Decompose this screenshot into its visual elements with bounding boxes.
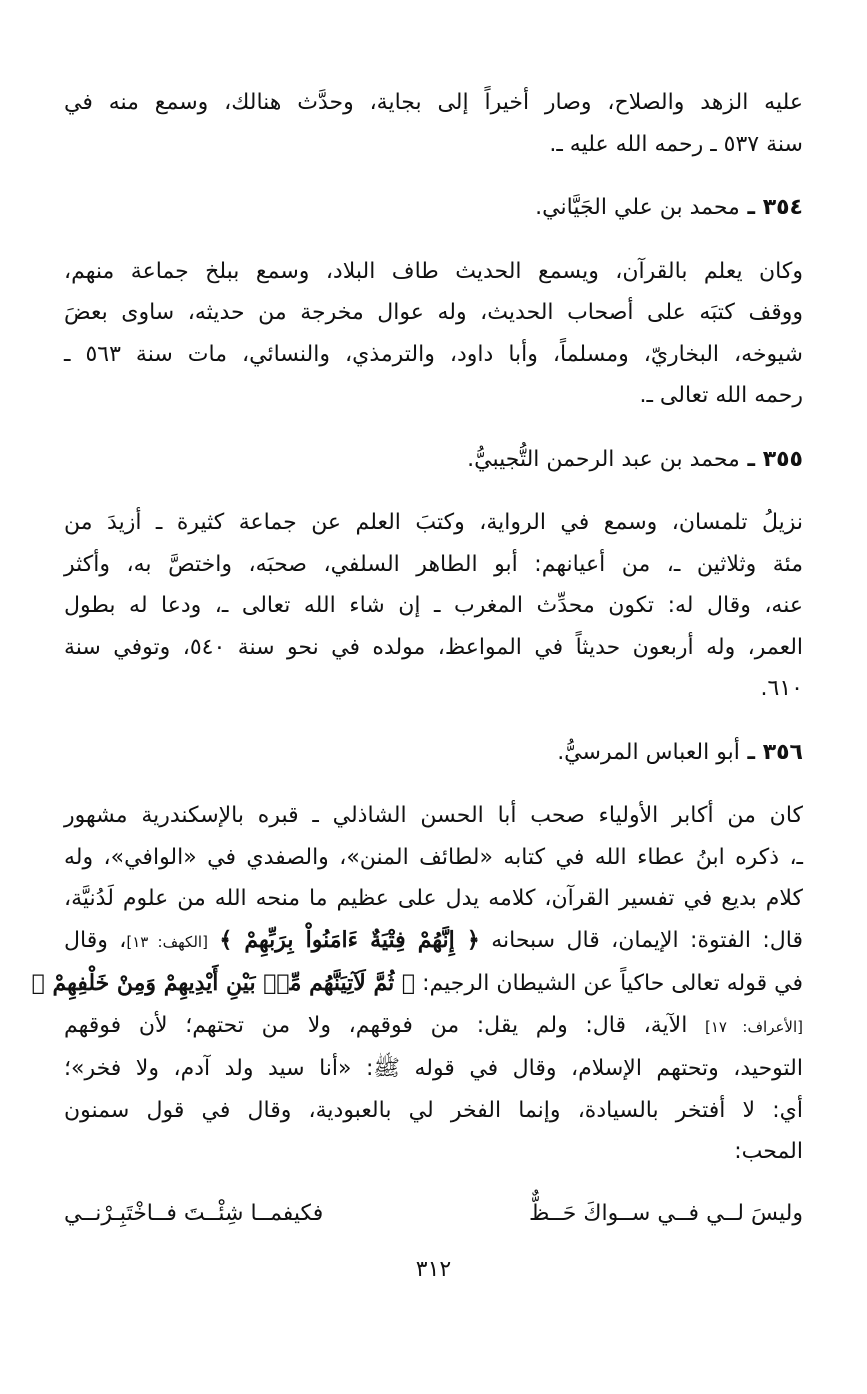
line-4-tail: ، وقال (64, 927, 127, 953)
entry-355-line-1: نزيلُ تلمسان، وسمع في الرواية، وكتبَ العلم عن جماعة كثيرة ـ أزيدَ من (64, 510, 803, 535)
verse-first-hemistich: وليسَ لــي فــي ســواكَ حَــظٌّ (529, 1200, 803, 1226)
entry-355-heading (64, 439, 803, 481)
entry-355-line-5: ٦١٠. (760, 676, 803, 701)
entry-355-number: ٣٥٥ ـ (747, 446, 803, 472)
entry-356-name: أبو العباس المرسيُّ. (557, 739, 740, 765)
intro-line-1: عليه الزهد والصلاح، وصار أخيراً إلى بجاية، وحدَّث هنالك، وسمع منه في (64, 90, 803, 115)
quran-ref-kahf: [الكهف: ١٣] (126, 932, 208, 951)
quran-quote-araf: ﴿ ثُمَّ لَآتِيَنَّهُم مِّنۢ بَيْنِ أَيْدِيهِمْ وَمِنْ خَلْفِهِمْ ﴾ (31, 970, 416, 996)
entry-356-line-4 (64, 920, 803, 964)
entry-354-line-4: رحمه الله تعالى ـ. (639, 383, 803, 408)
entry-354-line-1: وكان يعلم بالقرآن، ويسمع الحديث طاف البلاد، وسمع ببلخ جماعة منهم، (64, 258, 803, 284)
entry-356-number: ٣٥٦ ـ (747, 739, 803, 765)
entry-354-number: ٣٥٤ ـ (747, 195, 803, 220)
entry-356-line-7: التوحيد، وتحتهم الإسلام، وقال في قوله ﷺ: «أنا سيد ولد آدم، ولا فخر»؛ (64, 1056, 803, 1081)
page-body (31, 82, 804, 1234)
line-6-text: الآية، قال: ولم يقل: من فوقهم، ولا من تحتهم؛ لأن فوقهم (64, 1012, 688, 1038)
entry-355-name: محمد بن عبد الرحمن التُّجيبيُّ. (467, 446, 740, 472)
entry-356-line-5 (31, 963, 803, 1005)
entry-354-line-3: شيوخه، البخاريّ، ومسلماً، وأبا داود، والترمذي، والنسائي، مات سنة ٥٦٣ ـ (64, 341, 803, 367)
quran-ref-araf: [الأعراف: ١٧] (705, 1017, 804, 1036)
poetry-verse (64, 1193, 803, 1235)
line-5-text: في قوله تعالى حاكياً عن الشيطان الرجيم: (422, 971, 803, 996)
entry-356-line-6 (64, 1005, 803, 1049)
entry-356-line-8: أي: لا أفتخر بالسيادة، وإنما الفخر لي بالعبودية، وقال في قول سمنون (64, 1097, 803, 1123)
entry-355-line-3: عنه، وقال له: تكون محدِّث المغرب ـ إن شاء الله تعالى ـ، ودعا له بطول (64, 593, 803, 618)
line-4-text: قال: الفتوة: الإيمان، قال سبحانه (491, 927, 803, 953)
entry-356-line-1: كان من أكابر الأولياء صحب أبا الحسن الشاذلي ـ قبره بالإسكندرية مشهور (64, 803, 803, 828)
quran-quote-kahf: ﴿ إِنَّهُمْ فِتْيَةٌ ءَامَنُواْ بِرَبِّهِمْ ﴾ (219, 926, 480, 953)
entry-355-line-4: العمر، وله أربعون حديثاً في المواعظ، مولده في نحو سنة ٥٤٠، وتوفي سنة (64, 634, 804, 660)
entry-356-line-2: ـ، ذكره ابنُ عطاء الله في كتابه «لطائف المنن»، والصفدي في «الوافي»، وله (64, 844, 803, 870)
intro-line-2: سنة ٥٣٧ ـ رحمه الله عليه ـ. (549, 131, 803, 157)
entry-354-name: محمد بن علي الجَيَّاني. (535, 195, 740, 220)
entry-356-line-3: كلام بديع في تفسير القرآن، كلامه يدل على عظيم ما منحه الله من علوم لَدُنيَّة، (64, 886, 803, 911)
entry-354-line-2: ووقف كتبَه على أصحاب الحديث، وله عوال مخرجة من حديثه، ساوى بعضَ (64, 300, 803, 325)
page-number: ٣١٢ (415, 1257, 452, 1282)
verse-second-hemistich: فكيفمــا شِئْــتَ فــاخْتَبِـرْنــي (64, 1200, 324, 1226)
entry-356-heading (64, 732, 803, 774)
entry-355-line-2: مئة وثلاثين ـ، من أعيانهم: أبو الطاهر السلفي، صحبَه، واختصَّ به، وأكثر (64, 551, 803, 577)
entry-354-heading (64, 187, 803, 229)
entry-356-line-9: المحب: (734, 1139, 803, 1164)
